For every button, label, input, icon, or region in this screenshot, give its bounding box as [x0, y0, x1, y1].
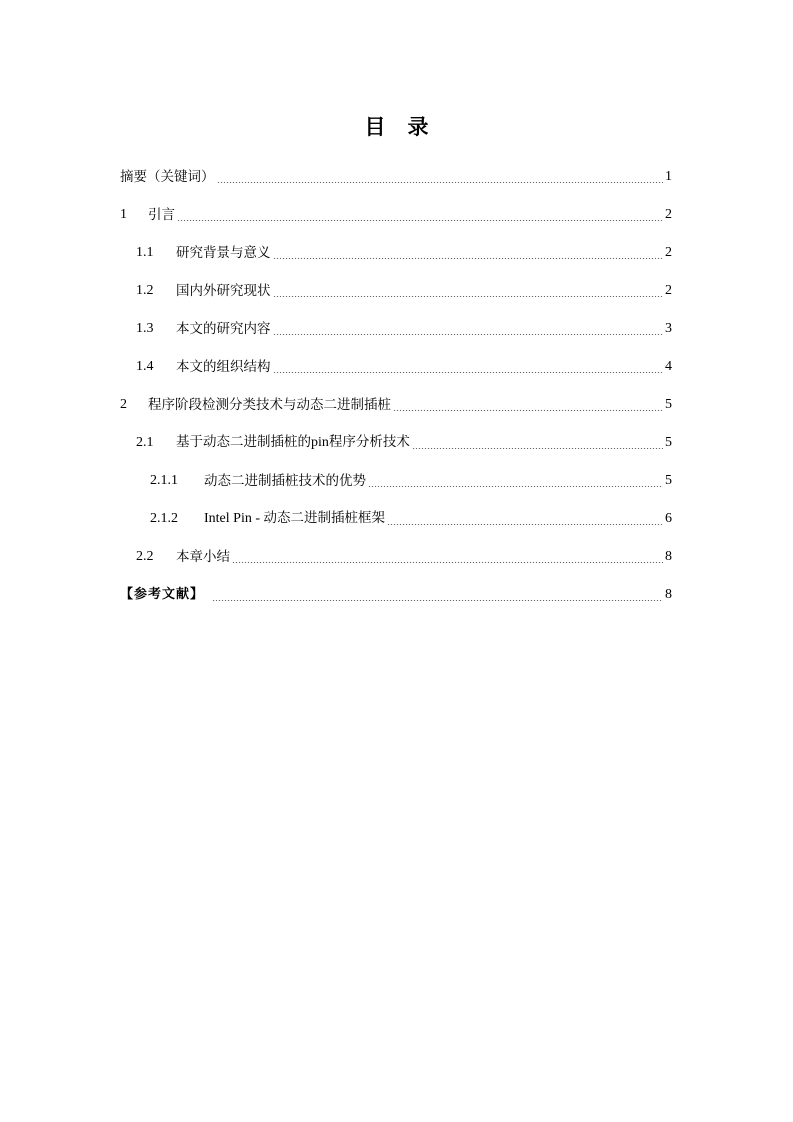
dot-leader — [212, 593, 663, 601]
toc-entry-text-part: 程序分析技术 — [328, 434, 410, 450]
toc-entry-subsection-2-1-2[interactable] — [150, 505, 672, 529]
dot-leader — [412, 441, 663, 449]
toc-page-number: 5 — [665, 435, 672, 450]
dot-leader — [273, 289, 664, 297]
toc-entry-text: 本文的组织结构 — [176, 359, 271, 375]
toc-page-number: 8 — [665, 549, 672, 564]
toc-entry-text — [176, 432, 410, 453]
dot-leader — [177, 213, 663, 221]
toc-entry-number: 2.1 — [136, 435, 154, 450]
toc-entry-number: 2.2 — [136, 549, 154, 564]
toc-page-number: 1 — [665, 169, 672, 184]
toc-entry-chapter-1[interactable] — [120, 201, 672, 225]
toc-entry-references[interactable] — [120, 581, 672, 605]
toc-entry-text: 摘要（关键词） — [120, 169, 215, 185]
toc-entry-text: 程序阶段检测分类技术与动态二进制插桩 — [148, 397, 391, 413]
toc-page-number: 4 — [665, 359, 672, 374]
toc-entry-number: 1.4 — [136, 359, 154, 374]
dot-leader — [217, 175, 664, 183]
dot-leader — [393, 403, 663, 411]
toc-page-number: 5 — [665, 473, 672, 488]
toc-entry-text-latin: pin — [311, 435, 329, 450]
dot-leader — [273, 365, 664, 373]
toc-entry-text — [204, 508, 385, 529]
dot-leader — [273, 327, 664, 335]
toc-entry-text: 【参考文献】 — [120, 587, 205, 602]
toc-entry-text-part: 基于动态二进制插桩的 — [176, 434, 311, 450]
dot-leader — [368, 479, 663, 487]
toc-entry-number: 1.2 — [136, 283, 154, 298]
toc-entry-text: 动态二进制插桩技术的优势 — [204, 473, 366, 489]
toc-entry-number: 2.1.2 — [150, 511, 178, 526]
dot-leader — [232, 555, 663, 563]
toc-entry-number: 1 — [120, 207, 127, 222]
toc-page-number: 3 — [665, 321, 672, 336]
page-title — [0, 113, 793, 141]
toc-entry-section-1-4[interactable] — [136, 353, 672, 377]
toc-entry-section-1-2[interactable] — [136, 277, 672, 301]
toc-entry-text: 研究背景与意义 — [176, 245, 271, 261]
toc-entry-text: 本章小结 — [176, 549, 230, 565]
toc-entry-text: 引言 — [148, 207, 175, 223]
toc-entry-text: 本文的研究内容 — [176, 321, 271, 337]
toc-entry-section-2-1[interactable] — [136, 429, 672, 453]
toc-entry-text-latin: Intel Pin - — [204, 511, 264, 526]
toc-page-number: 6 — [665, 511, 672, 526]
toc-entry-section-1-3[interactable] — [136, 315, 672, 339]
toc-page-number: 2 — [665, 207, 672, 222]
toc-entry-text-part: 动态二进制插桩框架 — [263, 510, 385, 526]
title-char-2: 录 — [407, 115, 429, 139]
toc-page-number: 2 — [665, 245, 672, 260]
title-char-1: 目 — [364, 115, 386, 139]
dot-leader — [387, 517, 663, 525]
toc-entry-number: 1.3 — [136, 321, 154, 336]
toc-entry-number: 2 — [120, 397, 127, 412]
toc-page-number: 5 — [665, 397, 672, 412]
toc-entry-number: 1.1 — [136, 245, 154, 260]
toc-entry-number: 2.1.1 — [150, 473, 178, 488]
toc-entry-section-2-2[interactable] — [136, 543, 672, 567]
dot-leader — [273, 251, 664, 259]
toc-entry-text: 国内外研究现状 — [176, 283, 271, 299]
toc-page-number: 2 — [665, 283, 672, 298]
toc-page-number: 8 — [665, 587, 672, 602]
toc-entry-chapter-2[interactable] — [120, 391, 672, 415]
toc-entry-abstract[interactable] — [120, 163, 672, 187]
toc-entry-section-1-1[interactable] — [136, 239, 672, 263]
toc-entry-subsection-2-1-1[interactable] — [150, 467, 672, 491]
